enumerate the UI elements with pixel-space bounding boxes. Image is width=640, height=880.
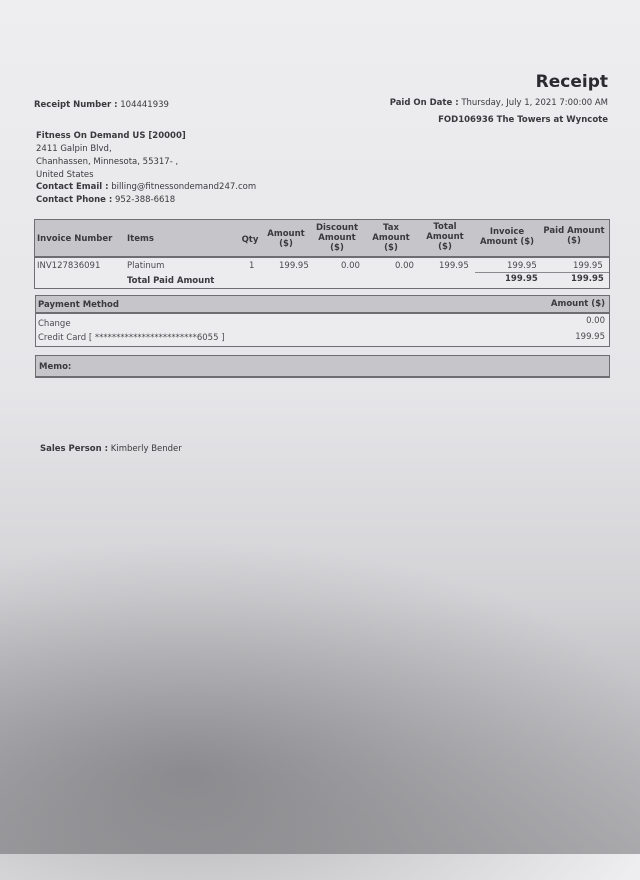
company-address-line2: Chanhassen, Minnesota, 55317- , [36, 157, 179, 167]
company-country: United States [36, 170, 94, 180]
row-qty: 1 [249, 261, 255, 271]
payment-table-header [36, 296, 609, 314]
row-discount: 0.00 [341, 261, 360, 271]
header-discount-line1: Discount [315, 223, 359, 233]
row-tax: 0.00 [395, 261, 414, 271]
contact-phone-value: 952-388-6618 [115, 195, 176, 205]
row-invoice-amount: 199.95 [507, 261, 537, 271]
row-invoice-number: INV127836091 [37, 261, 101, 271]
payment-method-header: Payment Method [38, 300, 119, 310]
header-paid-amount [541, 226, 607, 246]
header-total [421, 222, 469, 252]
header-amount [263, 229, 309, 249]
header-tax-line2: Amount [372, 233, 410, 243]
header-discount-line2: Amount [318, 233, 356, 243]
company-name: Fitness On Demand US [20000] [36, 131, 186, 141]
contact-phone [36, 195, 175, 205]
subtotal-divider [475, 272, 609, 273]
total-paid-amount: 199.95 [571, 274, 604, 284]
receipt-number-label: Receipt Number : [34, 100, 118, 110]
contact-phone-label: Contact Phone : [36, 195, 113, 205]
invoice-table-header [35, 220, 609, 258]
contact-email-value: billing@fitnessondemand247.com [111, 182, 257, 192]
total-paid-label: Total Paid Amount [127, 276, 215, 286]
header-invoice-number: Invoice Number [37, 234, 113, 244]
payment-table [35, 295, 610, 347]
header-paid-amount-line1: Paid Amount [543, 226, 605, 236]
paid-on-label: Paid On Date : [389, 98, 459, 108]
memo-label: Memo: [39, 362, 72, 372]
header-discount-line3: ($) [330, 243, 344, 253]
payment-method-credit-card: Credit Card [ ************************6055 ] [38, 333, 225, 343]
paid-on-value: Thursday, July 1, 2021 7:00:00 AM [461, 98, 608, 108]
row-amount: 199.95 [279, 261, 309, 271]
header-invoice-amount-line2: Amount ($) [479, 237, 535, 247]
contact-email-label: Contact Email : [36, 182, 109, 192]
sales-person-name: Kimberly Bender [110, 444, 182, 454]
memo-box [35, 355, 610, 378]
header-total-line3: ($) [438, 242, 452, 252]
location-name: FOD106936 The Towers at Wyncote [438, 115, 608, 125]
receipt-number-value: 104441939 [120, 100, 169, 110]
row-paid-amount: 199.95 [573, 261, 603, 271]
header-tax [368, 223, 414, 253]
header-amount-line2: ($) [279, 239, 293, 249]
header-amount-line1: Amount [267, 229, 305, 239]
payment-method-change: Change [38, 319, 71, 329]
receipt-number [34, 100, 169, 110]
header-total-line1: Total [433, 222, 457, 232]
row-item: Platinum [127, 261, 165, 271]
receipt-title: Receipt [535, 72, 608, 92]
header-qty: Qty [241, 235, 259, 245]
payment-amount-header: Amount ($) [550, 299, 605, 309]
paid-on-date [390, 98, 608, 108]
header-tax-line1: Tax [383, 223, 399, 233]
contact-email [36, 182, 256, 192]
header-total-line2: Amount [426, 232, 464, 242]
header-items: Items [127, 234, 154, 244]
sales-person [40, 444, 182, 454]
header-paid-amount-line2: ($) [567, 236, 581, 246]
payment-amount-change: 0.00 [586, 316, 605, 326]
header-tax-line3: ($) [384, 243, 398, 253]
company-address-line1: 2411 Galpin Blvd, [36, 144, 112, 154]
header-discount [313, 223, 361, 253]
payment-amount-credit-card: 199.95 [575, 332, 605, 342]
row-total: 199.95 [439, 261, 469, 271]
sales-person-label: Sales Person : [40, 444, 109, 454]
header-invoice-amount-line1: Invoice [489, 227, 525, 237]
header-invoice-amount [477, 227, 537, 247]
total-invoice-amount: 199.95 [505, 274, 538, 284]
invoice-table [34, 219, 610, 289]
